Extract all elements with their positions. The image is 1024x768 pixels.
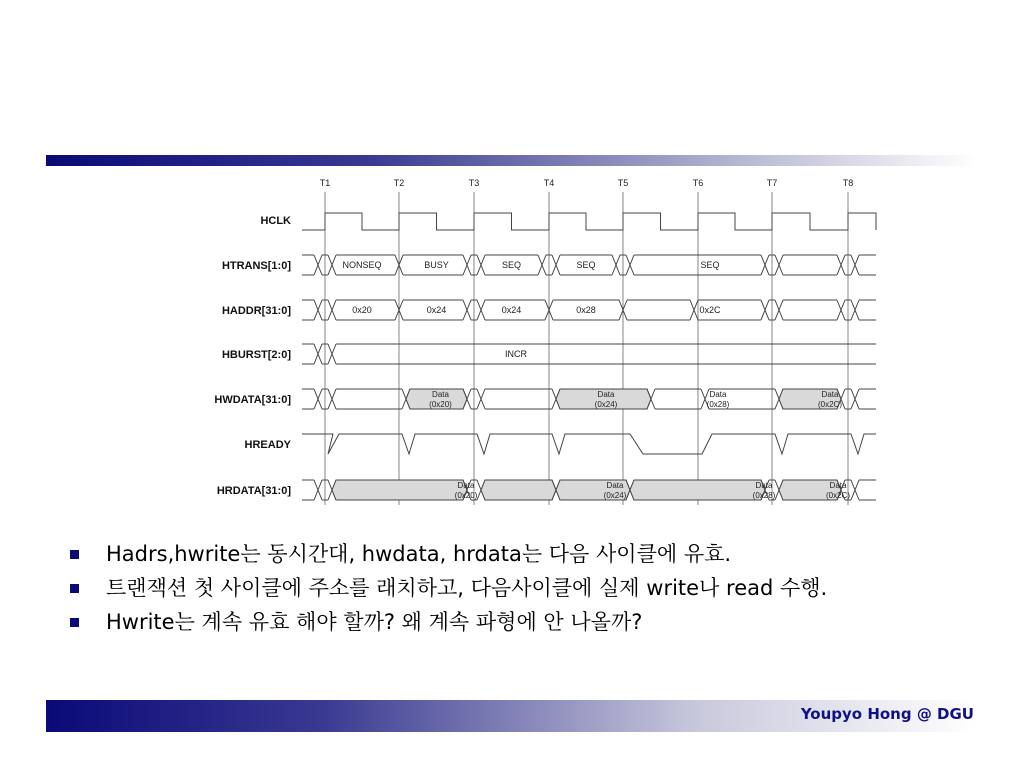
signal-label: HREADY	[244, 439, 291, 451]
bus-segment	[336, 344, 876, 364]
hwdata-data-label: Data	[709, 390, 727, 399]
hwdata-address-label: (0x20)	[429, 400, 452, 409]
bus-segment	[634, 255, 761, 275]
hwdata-address-label: (0x24)	[594, 400, 618, 409]
bus-shaded-segment	[332, 480, 467, 500]
tick-label: T8	[842, 178, 854, 188]
tick-labels	[320, 178, 854, 188]
signal-label: HWDATA[31:0]	[214, 394, 291, 406]
bus-segment	[485, 389, 552, 409]
bus-edge	[302, 300, 314, 320]
bus-segment	[627, 300, 690, 320]
footer-credit: Youpyo Hong @ DGU	[800, 705, 974, 723]
bullet-square-icon	[70, 550, 79, 559]
bus-segment	[859, 255, 876, 275]
hrdata-data-label: Data	[829, 481, 847, 490]
bus-edge	[302, 255, 314, 275]
hrdata-address-label: (0x24)	[603, 491, 627, 500]
bus-transition	[761, 255, 769, 275]
bus-transition	[538, 255, 546, 275]
tick-label: T6	[692, 178, 704, 188]
bus-transition	[612, 255, 620, 275]
bus-transition	[314, 300, 322, 320]
bus-transition	[328, 255, 336, 275]
hrdata-address-label: (0x2C)	[825, 491, 851, 500]
signal-label: HADDR[31:0]	[221, 305, 291, 317]
signal-label: HCLK	[260, 215, 291, 227]
bus-transition	[761, 300, 769, 320]
bus-transition	[463, 300, 471, 320]
bullet-text-1: Hadrs,hwrite는 동시간대, hwdata, hrdata는 다음 사이클에 유효.	[106, 542, 732, 566]
bus-transition	[851, 255, 859, 275]
waveforms	[302, 213, 876, 500]
hrdata-data-label: Data	[457, 481, 475, 490]
bullet-text-3: Hwrite는 계속 유효 해야 할까? 왜 계속 파형에 안 나올까?	[106, 610, 643, 634]
hrdata-address-label: (0x20)	[454, 491, 478, 500]
signal-labels	[214, 215, 291, 497]
top-gradient-bar	[46, 155, 976, 166]
haddr-value: 0x20	[352, 305, 372, 315]
tick-label: T4	[543, 178, 555, 188]
htrans-value: SEQ	[501, 260, 522, 270]
bus-transition	[314, 389, 322, 409]
htrans-value: SEQ	[700, 260, 720, 270]
bus-transition	[314, 480, 322, 500]
bus-segment	[783, 255, 837, 275]
bullet-item-1	[66, 540, 956, 569]
bullet-list	[66, 540, 956, 642]
bus-segment	[859, 300, 876, 320]
hrdata-data-label: Data	[755, 481, 773, 490]
bus-edge	[302, 344, 314, 364]
timing-diagram	[190, 170, 890, 510]
tick-label: T1	[319, 178, 331, 188]
htrans-value: BUSY	[424, 260, 449, 270]
bus-shaded-segment	[630, 480, 765, 500]
hready-waveform	[302, 434, 876, 454]
tick-label: T2	[393, 178, 405, 188]
hrdata-address-label: (0x28)	[752, 491, 776, 500]
bus-segment	[783, 300, 837, 320]
tick-label: T5	[617, 178, 629, 188]
bullet-text-2: 트랜잭션 첫 사이클에 주소를 래치하고, 다음사이클에 실제 write나 read 수행.	[106, 576, 828, 600]
bus-transition	[851, 480, 859, 500]
htrans-value: NONSEQ	[342, 260, 382, 270]
bus-transition	[837, 255, 845, 275]
bus-transition	[328, 300, 336, 320]
hwdata-data-label: Data	[597, 390, 615, 399]
haddr-value: 0x28	[576, 305, 596, 315]
bus-transition	[775, 300, 783, 320]
signal-label: HBURST[2:0]	[221, 349, 291, 361]
tick-label: T7	[766, 178, 778, 188]
bus-transition	[626, 255, 634, 275]
bus-transition	[690, 300, 698, 320]
bullet-square-icon	[70, 584, 79, 593]
bus-segment	[859, 389, 876, 409]
bus-transition	[477, 389, 485, 409]
signal-label: HTRANS[1:0]	[221, 260, 291, 272]
bus-transition	[328, 344, 336, 364]
bus-transition	[314, 344, 322, 364]
bus-transition	[477, 300, 485, 320]
bullet-square-icon	[70, 618, 79, 627]
bus-edge	[302, 480, 314, 500]
bullet-item-2	[66, 574, 956, 603]
bus-segment	[336, 389, 402, 409]
signal-label: HRDATA[31:0]	[216, 485, 291, 497]
hwdata-address-label: (0x28)	[706, 400, 730, 409]
bus-transition	[851, 389, 859, 409]
hclk-waveform	[302, 213, 876, 230]
bullet-item-3	[66, 608, 956, 637]
bus-transition	[552, 255, 560, 275]
bus-transition	[775, 255, 783, 275]
bus-transition	[314, 255, 322, 275]
bus-shaded-segment	[481, 480, 556, 500]
haddr-value: 0x24	[426, 305, 447, 315]
bus-edge	[302, 389, 314, 409]
hwdata-address-label: (0x2C)	[817, 400, 843, 409]
hburst-value: INCR	[505, 349, 527, 359]
waveform-values	[342, 260, 850, 500]
haddr-value: 0x24	[501, 305, 522, 315]
bus-transition	[477, 255, 485, 275]
tick-label: T3	[468, 178, 480, 188]
tick-gridlines	[325, 192, 851, 505]
bus-transition	[851, 300, 859, 320]
bus-transition	[837, 300, 845, 320]
bus-segment	[655, 389, 701, 409]
bus-transition	[463, 255, 471, 275]
bus-transition	[328, 389, 336, 409]
haddr-value: 0x2C	[699, 305, 721, 315]
hwdata-data-label: Data	[821, 390, 839, 399]
hwdata-data-label: Data	[432, 390, 449, 399]
hrdata-data-label: Data	[606, 481, 624, 490]
bus-segment	[859, 480, 876, 500]
htrans-value: SEQ	[576, 260, 596, 270]
